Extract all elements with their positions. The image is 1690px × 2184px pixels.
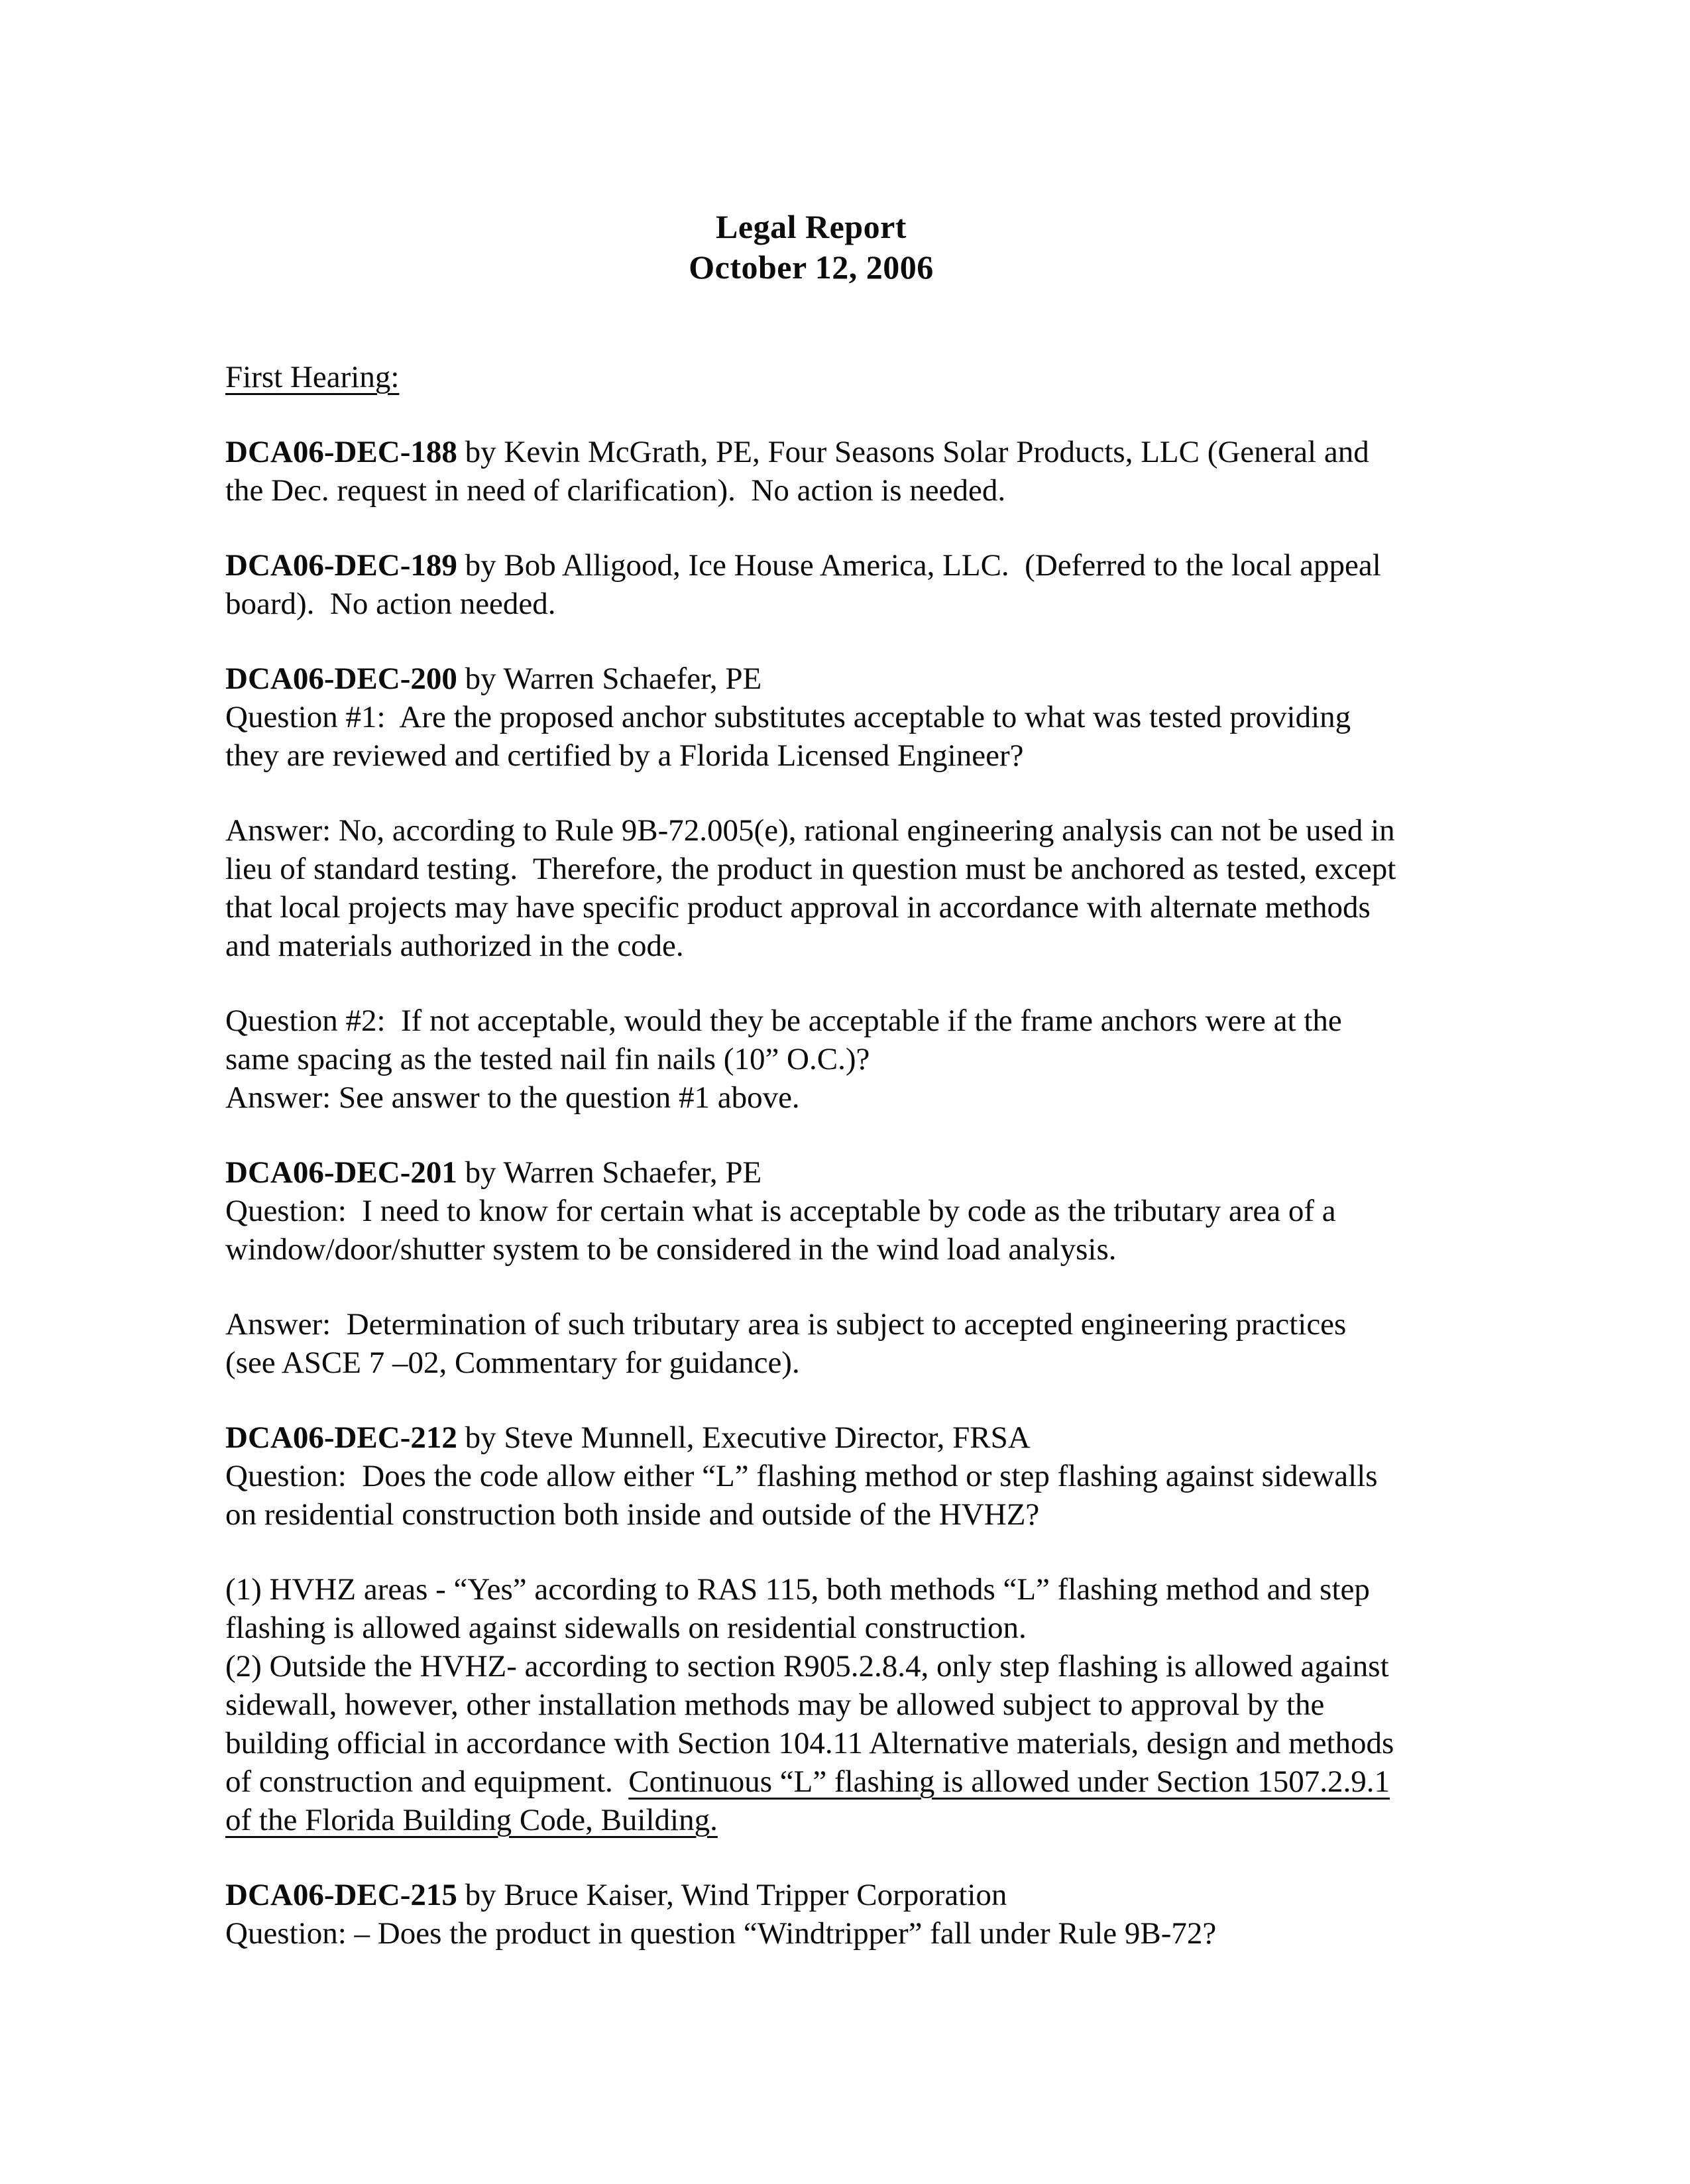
case-number: DCA06-DEC-215 <box>225 1878 457 1912</box>
document-content <box>225 207 1397 1953</box>
document-title <box>225 207 1397 288</box>
text-run: Answer: Determination of such tributary area is subject to accepted engineering practices (see ASCE 7 –02, Commentary for guidance). <box>225 1307 1347 1380</box>
text-run: Question #1: Are the proposed anchor substitutes acceptable to what was tested providing they are reviewed and certified by a Florida Licensed Engineer? <box>225 700 1351 773</box>
paragraph <box>225 1457 1397 1534</box>
paragraph <box>225 1570 1397 1647</box>
report-entry <box>225 546 1397 623</box>
text-run: Question: I need to know for certain what is acceptable by code as the tributary area of a window/door/shutter system to be considered in the wind load analysis. <box>225 1194 1336 1267</box>
paragraph <box>225 1002 1397 1078</box>
text-run: by Bob Alligood, Ice House America, LLC. (Deferred to the local appeal board). No action needed. <box>225 548 1381 621</box>
paragraph <box>225 546 1397 623</box>
text-run: Answer: See answer to the question #1 above. <box>225 1080 800 1115</box>
paragraph <box>225 1914 1397 1953</box>
title-line-1: Legal Report <box>716 208 907 245</box>
text-run: (1) HVHZ areas - “Yes” according to RAS 115, both methods “L” flashing method and step flashing is allowed against sidewalls on residential construction. <box>225 1572 1370 1645</box>
section-heading: First Hearing: <box>225 360 400 394</box>
text-run: (2) Outside the HVHZ- according to section R905.2.8.4, only step flashing is allowed against sidewall, however, other installation methods may be allowed subject to approval by the building official in accordance with Section 104.11 Alternative materials, design and methods of construction and equipment. <box>225 1649 1394 1799</box>
report-entry <box>225 660 1397 775</box>
case-number: DCA06-DEC-189 <box>225 548 457 583</box>
paragraph <box>225 1876 1397 1914</box>
paragraph <box>225 1418 1397 1457</box>
report-entry <box>225 433 1397 510</box>
text-run: by Warren Schaefer, PE <box>457 1155 762 1190</box>
text-run: Answer: No, according to Rule 9B-72.005(e), rational engineering analysis can not be used in lieu of standard testing. Therefore, the product in question must be anchored as tested, except that local projects may have specific product approval in accordance with alternate methods and materials authorized in the code. <box>225 813 1396 963</box>
report-entry <box>225 1418 1397 1534</box>
report-entry <box>225 1153 1397 1269</box>
report-entry <box>225 811 1397 965</box>
paragraph <box>225 811 1397 965</box>
text-run: Question #2: If not acceptable, would they be acceptable if the frame anchors were at the same spacing as the tested nail fin nails (10” O.C.)? <box>225 1004 1342 1076</box>
paragraph <box>225 1078 1397 1117</box>
report-entry <box>225 1002 1397 1117</box>
paragraph <box>225 1153 1397 1192</box>
underlined-text: Continuous “L” flashing is allowed under Section 1507.2.9.1 of the Florida Building Code, Building. <box>225 1764 1390 1837</box>
case-number: DCA06-DEC-188 <box>225 435 457 469</box>
report-entry <box>225 1876 1397 1953</box>
case-number: DCA06-DEC-212 <box>225 1420 457 1455</box>
case-number: DCA06-DEC-200 <box>225 661 457 696</box>
case-number: DCA06-DEC-201 <box>225 1155 457 1190</box>
paragraph <box>225 433 1397 510</box>
paragraph <box>225 1192 1397 1269</box>
text-run: by Bruce Kaiser, Wind Tripper Corporation <box>457 1878 1007 1912</box>
paragraph <box>225 1305 1397 1382</box>
text-run: Question: – Does the product in question “Windtripper” fall under Rule 9B-72? <box>225 1916 1217 1951</box>
report-entry <box>225 1570 1397 1839</box>
text-run: by Steve Munnell, Executive Director, FRSA <box>457 1420 1031 1455</box>
paragraph <box>225 1647 1397 1839</box>
text-run: by Kevin McGrath, PE, Four Seasons Solar Products, LLC (General and the Dec. request in need of clarification). No action is needed. <box>225 435 1369 508</box>
text-run: by Warren Schaefer, PE <box>457 661 762 696</box>
text-run: Question: Does the code allow either “L” flashing method or step flashing against sidewalls on residential construction both inside and outside of the HVHZ? <box>225 1459 1378 1532</box>
paragraph <box>225 698 1397 775</box>
title-line-2: October 12, 2006 <box>689 249 934 286</box>
report-entry <box>225 1305 1397 1382</box>
section-heading-row <box>225 358 1397 396</box>
paragraph <box>225 660 1397 698</box>
report-body <box>225 433 1397 1953</box>
